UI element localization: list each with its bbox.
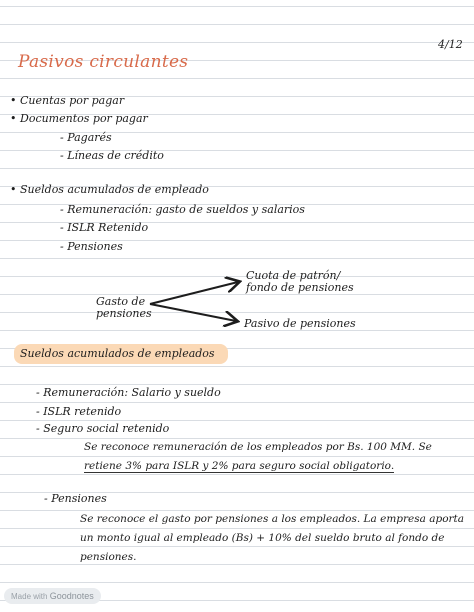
pensiones-paragraph-line3: pensiones.	[80, 551, 137, 563]
seguro-paragraph-line1: Se reconoce remuneración de los empleados por Bs. 100 MM. Se	[84, 441, 432, 453]
bullet: •	[10, 183, 17, 196]
diagram-target-bottom: Pasivo de pensiones	[244, 317, 356, 330]
item-pensiones: - Pensiones	[60, 240, 123, 253]
diagram-target-top-line1: Cuota de patrón/	[246, 269, 341, 282]
bullet: •	[10, 94, 17, 107]
item-remuneracion: - Remuneración: gasto de sueldos y salarios	[60, 203, 305, 216]
arrow-to-cuota	[150, 282, 238, 304]
diagram-source	[96, 296, 152, 320]
pensiones-paragraph-line1: Se reconoce el gasto por pensiones a los empleados. La empresa aporta	[80, 513, 465, 525]
diagram-source-line1: Gasto de	[96, 295, 146, 308]
item-pensiones-2: - Pensiones	[44, 492, 107, 505]
watermark-made-with: Made with	[11, 592, 48, 601]
goodnotes-watermark	[4, 588, 101, 604]
arrow-to-pasivo	[150, 304, 236, 321]
pensiones-paragraph	[80, 510, 472, 567]
item-islr-retenido: - ISLR Retenido	[60, 221, 149, 234]
page-number: 4/12	[438, 38, 463, 51]
seguro-paragraph	[84, 438, 468, 476]
seguro-paragraph-line2	[84, 457, 468, 476]
sub-item-pagares: - Pagarés	[60, 131, 112, 144]
item-seguro-social: - Seguro social retenido	[36, 422, 170, 435]
list-item-label: Documentos por pagar	[20, 112, 148, 125]
watermark-brand: Goodnotes	[49, 591, 94, 601]
pensiones-paragraph-line2: un monto igual al empleado (Bs) + 10% del sueldo bruto al fondo de	[80, 532, 445, 544]
sub-item-lineas-credito: - Líneas de crédito	[60, 149, 164, 162]
section-heading-label: Sueldos acumulados de empleado	[20, 183, 209, 196]
section-heading-sueldos-empleados: Sueldos acumulados de empleados	[20, 347, 215, 360]
item-islr-retenido-2: - ISLR retenido	[36, 405, 122, 418]
list-item-label: Cuentas por pagar	[20, 94, 125, 107]
diagram-target-top	[246, 270, 354, 294]
seguro-paragraph-line2-text: retiene 3% para ISLR y 2% para seguro social obligatorio.	[84, 460, 395, 472]
page-title: Pasivos circulantes	[18, 52, 189, 72]
item-remuneracion-salario: - Remuneración: Salario y sueldo	[36, 386, 221, 399]
diagram-target-top-line2: fondo de pensiones	[246, 281, 354, 294]
diagram-source-line2: pensiones	[96, 307, 152, 320]
bullet: •	[10, 112, 17, 125]
